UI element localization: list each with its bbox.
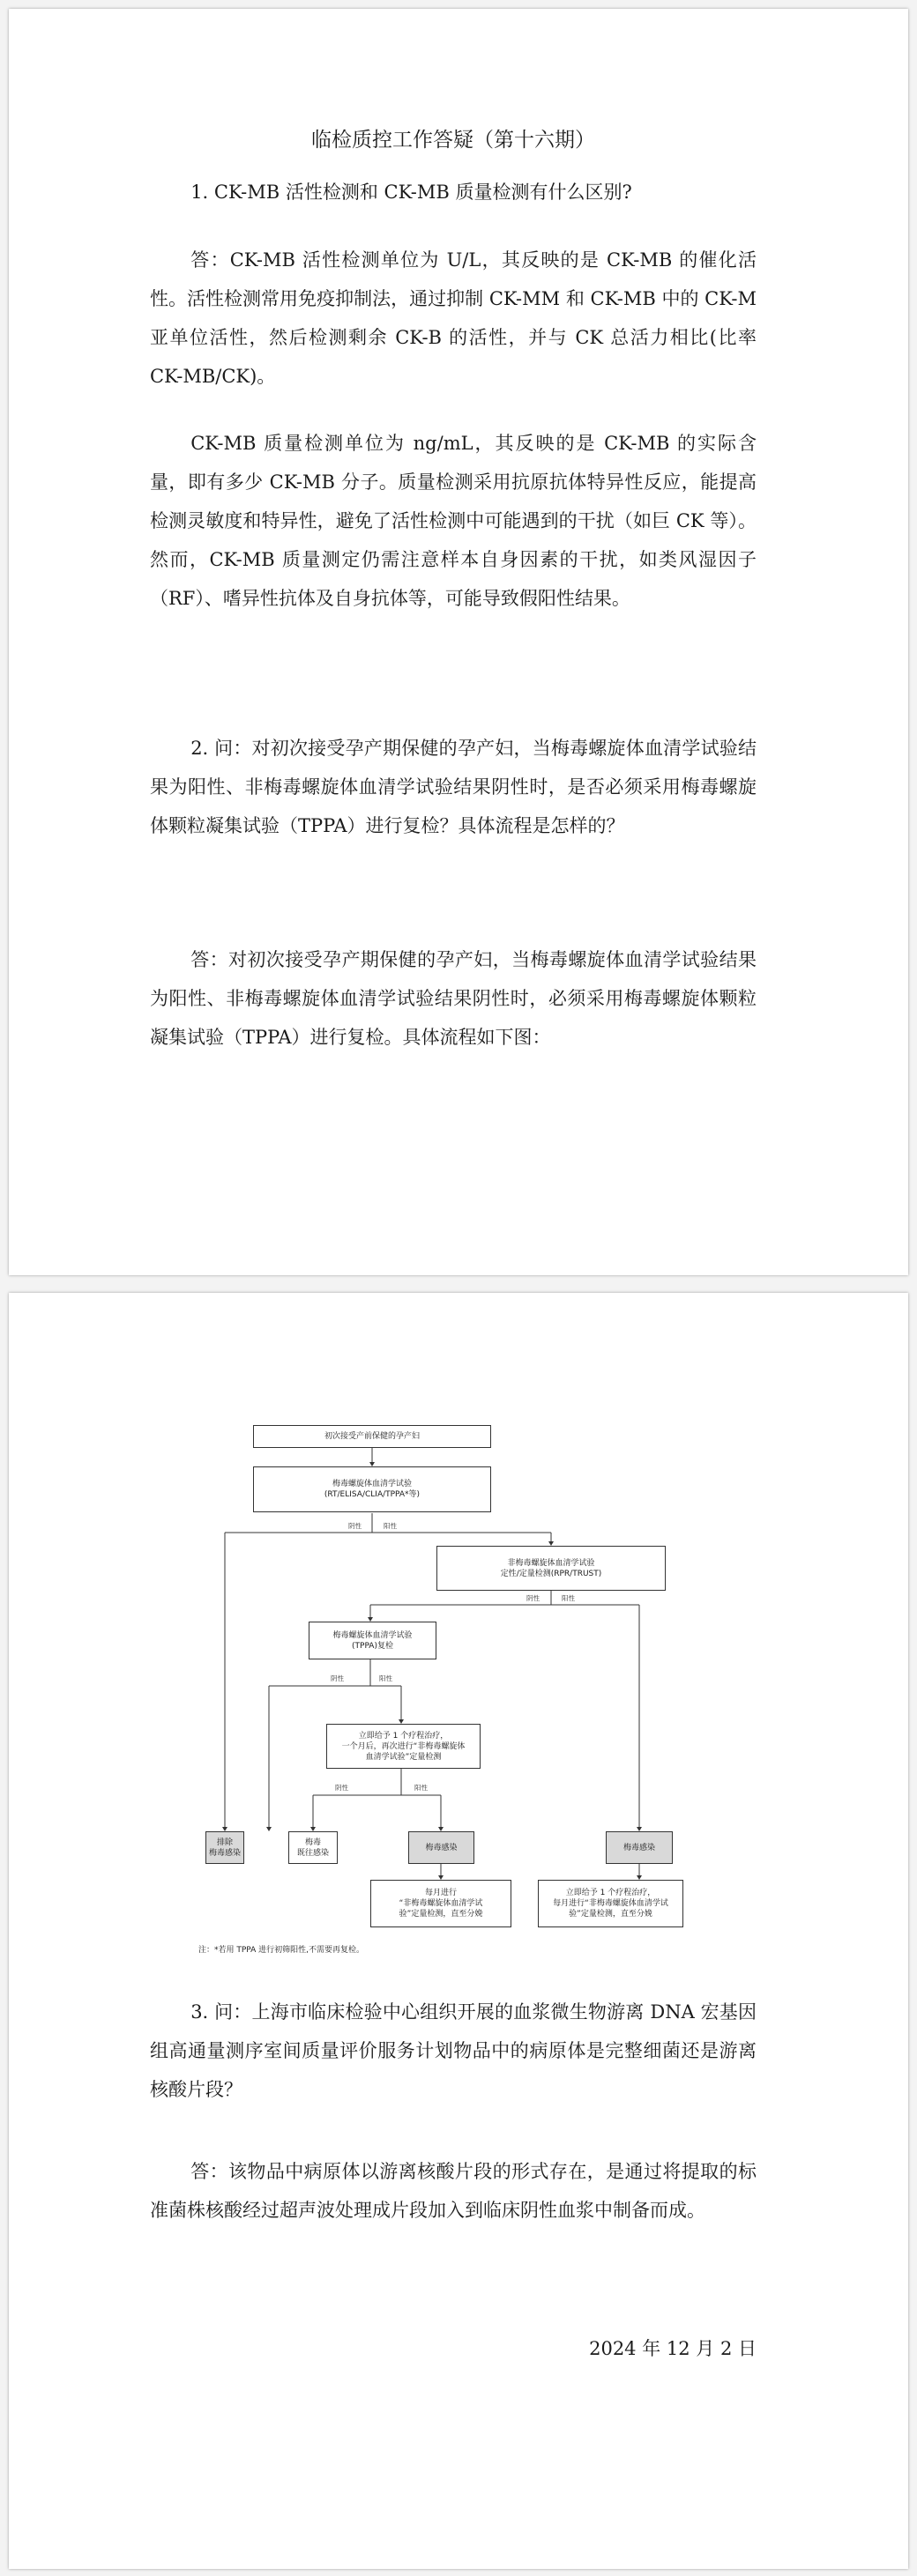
infection-label-1: 梅毒感染 <box>425 1843 458 1852</box>
label-negative-2: 阴性 <box>526 1594 540 1602</box>
non-tp-serology-label-2: 定性/定量检测(RPR/TRUST) <box>500 1569 602 1578</box>
tppa-retest-label-2: (TPPA)复检 <box>352 1641 393 1651</box>
treatment-label-1: 立即给予 1 个疗程治疗， <box>358 1731 449 1741</box>
treat-monthly-label-2: 每月进行“非梅毒螺旋体血清学试 <box>553 1899 668 1908</box>
non-tp-serology-label-1: 非梅毒螺旋体血清学试验 <box>507 1558 595 1568</box>
question-1: 1. CK-MB 活性检测和 CK-MB 质量检测有什么区别? <box>190 182 632 203</box>
exclude-label-1: 排除 <box>216 1837 233 1847</box>
document-date: 2024 年 12 月 2 日 <box>589 2338 757 2359</box>
monthly-test-box <box>370 1880 511 1927</box>
monthly-label-1: 每月进行 <box>424 1889 457 1897</box>
past-infection-label-2: 既往感染 <box>296 1848 329 1858</box>
exclude-label-2: 梅毒感染 <box>208 1848 241 1858</box>
treat-monthly-label-3: 验”定量检测，直至分娩 <box>569 1910 652 1919</box>
flowchart-note: 注：*若用 TPPA 进行初筛阳性,不需要再复检。 <box>198 1946 365 1955</box>
monthly-label-3: 验”定量检测，直至分娩 <box>399 1910 483 1919</box>
treat-monthly-box <box>538 1880 683 1927</box>
answer-3: 答：该物品中病原体以游离核酸片段的形式存在，是通过将提取的标准菌株核酸经过超声波处理成片段加入到临床阴性血浆中制备而成。 <box>150 2161 757 2221</box>
start-label: 初次接受产前保健的孕产妇 <box>324 1432 420 1441</box>
tp-serology-label-2: (RT/ELISA/CLIA/TPPA*等) <box>324 1490 421 1499</box>
label-positive-3: 阳性 <box>379 1674 392 1682</box>
syphilis-flowchart <box>198 1416 688 1963</box>
document-page-2 <box>9 1293 908 2569</box>
monthly-label-2: “非梅毒螺旋体血清学试 <box>399 1899 483 1908</box>
exclude-infection-box <box>205 1831 244 1864</box>
treatment-label-2: 一个月后，再次进行“非梅毒螺旋体 <box>341 1741 466 1751</box>
question-3: 3. 问：上海市临床检验中心组织开展的血浆微生物游离 DNA 宏基因组高通量测序室间质量评价服务计划物品中的病原体是完整细菌还是游离核酸片段？ <box>150 2001 757 2100</box>
past-infection-label-1: 梅毒 <box>304 1837 321 1847</box>
syphilis-infection-box-2 <box>606 1831 673 1864</box>
tppa-retest-box <box>309 1622 436 1659</box>
treat-monthly-label-1: 立即给予 1 个疗程治疗， <box>565 1889 656 1897</box>
question-2: 2. 问：对初次接受孕产期保健的孕产妇，当梅毒螺旋体血清学试验结果为阳性、非梅毒螺旋体血清学试验结果阴性时，是否必须采用梅毒螺旋体颗粒凝集试验（TPPA）进行复检？具体流程是怎样的？ <box>150 738 757 836</box>
non-tp-serology-box <box>436 1546 666 1591</box>
treatment-label-3: 血清学试验”定量检测 <box>365 1752 442 1762</box>
page-title: 临检质控工作答疑（第十六期） <box>311 129 595 152</box>
answer-1-paragraph-2: CK-MB 质量检测单位为 ng/mL，其反映的是 CK-MB 的实际含量，即有多少 CK-MB 分子。质量检测采用抗原抗体特异性反应，能提高检测灵敏度和特异性，避免了活性检测中可能遇到的干扰（如巨 CK 等）。然而，CK-MB 质量测定仍需注意样本自身因素的干扰，如类风湿因子（RF）、嗜异性抗体及自身抗体等，可能导致假阳性结果。 <box>150 433 757 609</box>
infection-label-2: 梅毒感染 <box>623 1843 655 1852</box>
start-box <box>253 1425 491 1448</box>
tppa-retest-label-1: 梅毒螺旋体血清学试验 <box>332 1630 413 1640</box>
label-negative-1: 阴性 <box>348 1522 362 1530</box>
tp-serology-label-1: 梅毒螺旋体血清学试验 <box>332 1480 412 1488</box>
tp-serology-box <box>253 1466 491 1512</box>
label-positive-2: 阳性 <box>562 1594 575 1602</box>
past-infection-box <box>288 1831 338 1864</box>
answer-2: 答：对初次接受孕产期保健的孕产妇，当梅毒螺旋体血清学试验结果为阳性、非梅毒螺旋体血清学试验结果阴性时，必须采用梅毒螺旋体颗粒凝集试验（TPPA）进行复检。具体流程如下图： <box>150 949 757 1048</box>
label-positive-1: 阳性 <box>384 1522 397 1530</box>
label-negative-4: 阴性 <box>335 1784 348 1792</box>
document-page-1 <box>9 9 908 1275</box>
label-positive-4: 阳性 <box>414 1784 428 1792</box>
treatment-box <box>326 1724 481 1769</box>
answer-1-paragraph-1: 答：CK-MB 活性检测单位为 U/L，其反映的是 CK-MB 的催化活性。活性检测常用免疫抑制法，通过抑制 CK-MM 和 CK-MB 中的 CK-M 亚单位活性，然后检测剩余 CK-B 的活性，并与 CK 总活力相比(比率 CK-MB/CK)。 <box>150 249 757 387</box>
label-negative-3: 阴性 <box>331 1674 344 1682</box>
syphilis-infection-box-1 <box>408 1831 474 1864</box>
